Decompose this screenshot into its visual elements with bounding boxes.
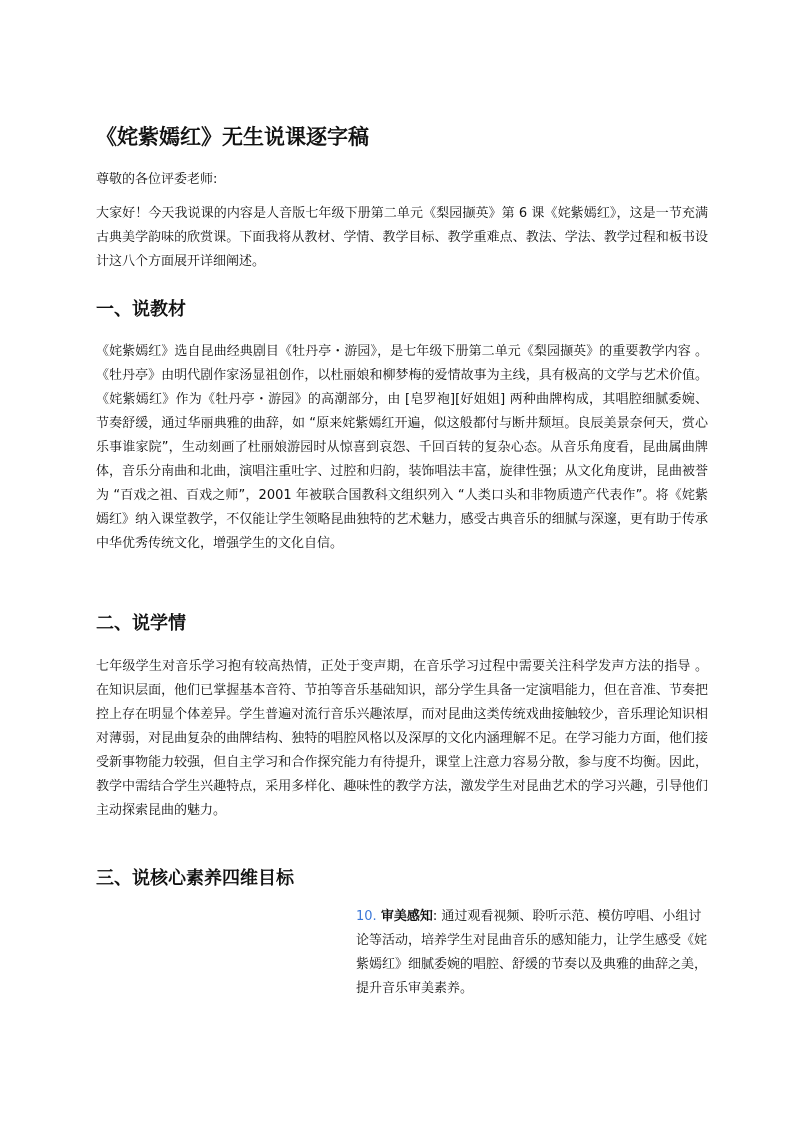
document-title: 《姹紫嫣红》无生说课逐字稿 [96, 125, 369, 149]
list-item [356, 905, 708, 1001]
section-heading-goals: 三、说核心素养四维目标 [96, 868, 294, 889]
list-item-text: : 通过观看视频、聆听示范、模仿哼唱、小组讨论等活动，培养学生对昆曲音乐的感知能力，让学生感受《姹紫嫣红》细腻委婉的唱腔、舒缓的节奏以及典雅的曲辞之美，提升音乐审美素养。 [356, 909, 708, 996]
section-body-textbook: 《姹紫嫣红》选自昆曲经典剧目《牡丹亭・游园》，是七年级下册第二单元《梨园撷英》的重要教学内容 。《牡丹亭》由明代剧作家汤显祖创作，以杜丽娘和柳梦梅的爱情故事为主线，具有极高的文学与艺术价值。《姹紫嫣红》作为《牡丹亭・游园》的高潮部分，由 [皂罗袍][好姐姐] 两种曲牌构成，其唱腔细腻委婉、节奏舒缓，通过华丽典雅的曲辞，如 “原来姹紫嫣红开遍，似这般都付与断井颓垣。良辰美景奈何天，赏心乐事谁家院”，生动刻画了杜丽娘游园时从惊喜到哀怨、千回百转的复杂心态。从音乐角度看，昆曲属曲牌体，音乐分南曲和北曲，演唱注重吐字、过腔和归韵，装饰唱法丰富，旋律性强；从文化角度讲，昆曲被誉为 “百戏之祖、百戏之师”，2001 年被联合国教科文组织列入 “人类口头和非物质遗产代表作”。将《姹紫嫣红》纳入课堂教学，不仅能让学生领略昆曲独特的艺术魅力，感受古典音乐的细腻与深邃，更有助于传承中华优秀传统文化，增强学生的文化自信。 [96, 344, 708, 551]
list-item-term: 审美感知 [380, 909, 433, 924]
section-body-learners: 七年级学生对音乐学习抱有较高热情，正处于变声期，在音乐学习过程中需要关注科学发声方法的指导 。在知识层面，他们已掌握基本音符、节拍等音乐基础知识，部分学生具备一定演唱能力，但在音准、节奏把控上存在明显个体差异。学生普遍对流行音乐兴趣浓厚，而对昆曲这类传统戏曲接触较少，音乐理论知识相对薄弱，对昆曲复杂的曲牌结构、独特的唱腔风格以及深厚的文化内涵理解不足。在学习能力方面，他们接受新事物能力较强，但自主学习和合作探究能力有待提升，课堂上注意力容易分散，参与度不均衡。因此，教学中需结合学生兴趣特点，采用多样化、趣味性的教学方法，激发学生对昆曲艺术的学习兴趣，引导他们主动探索昆曲的魅力。 [96, 659, 708, 818]
section-heading-learners: 二、说学情 [96, 613, 186, 634]
section-heading-textbook: 一、说教材 [96, 299, 186, 320]
list-item-number: 10. [356, 909, 377, 924]
salutation: 尊敬的各位评委老师: [96, 172, 218, 187]
intro-paragraph: 大家好！今天我说课的内容是人音版七年级下册第二单元《梨园撷英》第 6 课《姹紫嫣红》，这是一节充满古典美学韵味的欣赏课。下面我将从教材、学情、教学目标、教学重难点、教法、学法、教学过程和板书设计这八个方面展开详细阐述。 [96, 206, 708, 269]
